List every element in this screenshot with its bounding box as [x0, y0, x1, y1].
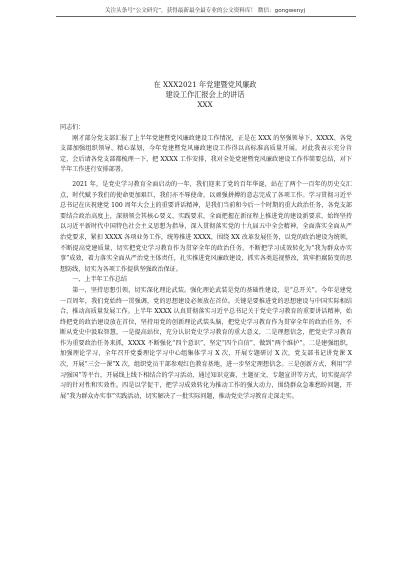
title-line-1: 在 XXX2021 年党建暨党风廉政 [153, 80, 257, 89]
title-speaker: XXX [197, 100, 213, 109]
paragraph-overview: 2021 年，是党史学习教育全面启动的一年，我们迎来了党的百年华诞，站在了两个一百年的历史交汇点，时代赋予我们的使命更加艰巨，我们亦不辱使命，以顽强拼搏的意志完成了各项工作。学习贯彻习近平总书记在庆祝建党 100 周年大会上的重要讲话精神，是我们当前和今后一个时期的重大政治任务，各党支部要结合政治高度上，深刻领会其核心要义、实践要求，全面把握在新征程上推进党的建设新要求，始终坚持以习近平新时代中国特色社会主义思想为指导，深入贯彻落实党的十九届五中全会精神，全面落实全面从严治党要求，紧扣 XXXX 各项业务工作，统筹推进 XXXX，围绕 XX 改革发展任务，以党的政治建设为统领，不断提高党建质量，切实把党史学习教育作为贯穿全年的政治任务，不断把学习成效转化为“我为群众办实事”成效，着力落实全面从严治党主体责任，扎实推进党风廉政建设，抓实各类巡视整改，筑牢拒腐防变的思想防线，切实为各项工作提供坚强政治保证。 [60, 180, 352, 273]
salutation: 同志们： [60, 124, 85, 131]
speech-title [0, 80, 410, 110]
speech-body [60, 123, 352, 402]
title-line-2: 建设工作汇报会上的讲话 [165, 90, 245, 99]
header-notice: 关注头条号“公文研究”，获得最新最全最专业的公文资料库！ 微信：gongwenyj [104, 8, 306, 14]
paragraph-intro: 刚才部分党支部汇报了上半年党建暨党风廉政建设工作情况，正是在 XXX 的坚强领导下，XXXX、各党支部加强组织领导、精心谋划，今年党建暨党风廉政建设工作得以高标准高质量开展。对此我表示充分肯定，会后请各党支部都梳理一下，把 XXXX 工作安排，我对全处党建暨党风廉政建设工作作简要总结，对下半年工作进行安排部署。 [60, 134, 352, 174]
paragraph-first-point: 第一，坚持思想引领，切实深化理论武装。强化理论武装是党的基础性建设，是“总开关”。今年是建党一百周年，我们党始终一贯强调，党的思想建设必须放在首位。关键是要推进党的思想建设与中国实际相结合，推动高质量发展工作。上半年 XXXX 认真贯彻落实习近平总书记关于党史学习教育的重要讲话精神，始终把党的政治建设放在首位，坚持用党的创新理论武装头脑，把党史学习教育作为贯穿全年的政治任务，不断从党史中汲取智慧，一是提高站位，充分认识党史学习教育的重大意义，二是理想信念，把党史学习教育作为重要政治任务来抓，XXXX 不断强化“四个意识”、坚定“四个自信”、做到“两个维护”。二是建强组织，加强理论学习，全年召开党委理论学习中心组集体学习 X 次，开展专题研讨 X 次，党支部书记讲党课 X 次，开展“三会一课”X 次，组织党员干部参观红色教育基地，进一步坚定理想信念。三是创新方式，利用“学习强国”等平台，开展线上线下相结合的学习活动，通过知识竞赛、主题征文、专题宣讲等方式，切实提高学习的针对性和实效性。四是以学促干，把学习成效转化为推动工作的强大动力，围绕群众急难愁盼问题，开展“我为群众办实事”实践活动，切实解决了一批实际问题，推动党史学习教育走深走实。 [60, 286, 352, 400]
section-heading: 一、上半年工作总结 [72, 276, 128, 284]
header-rule [56, 16, 356, 17]
